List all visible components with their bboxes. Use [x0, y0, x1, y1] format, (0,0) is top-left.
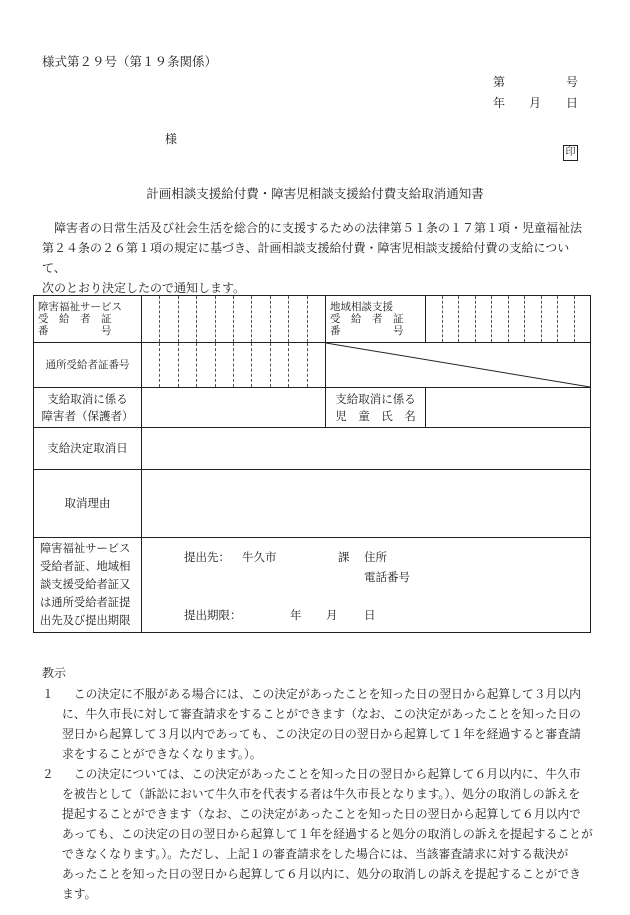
- deadline-month: 月: [326, 608, 338, 622]
- label-line: 談支援受給者証又: [40, 578, 131, 591]
- deadline-day: 日: [364, 608, 376, 622]
- table-row: [34, 388, 591, 428]
- day-cert-label: 通所受給者証番号: [34, 343, 142, 388]
- document-title: 計画相談支援給付費・障害児相談支援給付費支給取消通知書: [146, 186, 484, 201]
- notice-title: 教示: [42, 666, 67, 680]
- deadline-label: 提出期限：: [184, 608, 242, 622]
- label-line: 支給取消に係る: [47, 391, 128, 406]
- struck-cell: [326, 343, 591, 388]
- child-name-label: [326, 388, 426, 428]
- notice-line: 求をすることができなくなります。）。: [62, 747, 262, 761]
- notice-line: 翌日から起算して３月以内であっても、この決定の日の翌日から起算して１年を経過すると審査請: [62, 727, 581, 741]
- label-line: 障害福祉サービス: [38, 301, 122, 313]
- submit-dept: 課: [338, 550, 350, 564]
- form-number: 様式第２９号（第１９条関係）: [42, 54, 218, 69]
- day-cert-number-field[interactable]: [142, 343, 326, 388]
- form-table: [33, 295, 591, 633]
- notice-body: [42, 684, 602, 904]
- number-suffix: 号: [566, 75, 579, 89]
- seal-mark: 印: [563, 145, 578, 161]
- addressee-suffix: 様: [165, 132, 178, 146]
- notice-line: を被告として（訴訟において牛久市を代表する者は牛久市長となります。）、処分の取消しの訴えを: [62, 787, 581, 801]
- label-line: 番 号: [330, 325, 404, 337]
- table-row: [34, 538, 591, 633]
- table-row: [34, 470, 591, 538]
- notice-line: 提起することができます（なお、この決定があったことを知った日の翌日から起算して６月以内で: [62, 807, 581, 821]
- service-cert-number-field[interactable]: [142, 296, 326, 343]
- notice-item-1: [42, 684, 602, 764]
- label-line: 受 給 者 証: [330, 313, 404, 325]
- table-row: [34, 428, 591, 470]
- notice-line: ます。: [62, 887, 97, 901]
- disabled-person-label: [34, 388, 142, 428]
- label-line: 児 童 氏 名: [335, 408, 416, 423]
- label-line: は通所受給者証提: [40, 596, 131, 609]
- number-prefix: 第: [493, 75, 506, 89]
- date-day: 日: [566, 96, 579, 110]
- community-cert-label: [326, 296, 426, 343]
- label-line: 障害福祉サービス: [40, 542, 131, 555]
- label-line: 受給者証、地域相: [40, 560, 131, 573]
- item-number: ２: [42, 767, 54, 781]
- disabled-person-field[interactable]: [142, 388, 326, 428]
- cancel-reason-field[interactable]: [142, 470, 591, 538]
- notice-line: あっても、この決定の日の翌日から起算して１年を経過すると処分の取消しの訴えを提起することが: [62, 827, 593, 841]
- submit-to-city: 牛久市: [242, 550, 277, 564]
- address-label: 住所: [364, 550, 387, 564]
- label-line: 受 給 者 証: [38, 313, 112, 325]
- notice-item-2: [42, 764, 602, 904]
- notice-line: あったことを知った日の翌日から起算して６月以内に、処分の取消しの訴えを提起することができ: [62, 867, 581, 881]
- deadline-year: 年: [290, 608, 302, 622]
- service-cert-label: [34, 296, 142, 343]
- submission-label: [34, 538, 142, 633]
- intro-line: 第２４条の２６第１項の規定に基づき、計画相談支援給付費・障害児相談支援給付費の支給について、: [42, 241, 570, 275]
- label-line: 出先及び提出期限: [40, 614, 131, 627]
- label-line: 地域相談支援: [330, 301, 393, 313]
- intro-line: 次のとおり決定したので通知します。: [42, 281, 246, 295]
- date-month: 月: [529, 96, 542, 110]
- child-name-field[interactable]: [426, 388, 591, 428]
- intro-paragraph: [42, 218, 590, 298]
- intro-line: 障害者の日常生活及び社会生活を総合的に支援するための法律第５１条の１７第１項・児童福祉法: [54, 221, 583, 235]
- notice-line: この決定については、この決定があったことを知った日の翌日から起算して６月以内に、牛久市: [73, 767, 581, 781]
- submission-info: [142, 538, 591, 633]
- diagonal-strike: [326, 343, 590, 387]
- label-line: 支給取消に係る: [335, 391, 416, 406]
- cancel-date-field[interactable]: [142, 428, 591, 470]
- notice-line: に、牛久市長に対して審査請求をすることができます（なお、この決定があったことを知った日の: [62, 707, 581, 721]
- label-line: 障害者（保護者）: [41, 408, 134, 423]
- item-number: １: [42, 687, 54, 701]
- cancel-reason-label: 取消理由: [34, 470, 142, 538]
- date-year: 年: [493, 96, 506, 110]
- submit-to-label: 提出先：: [184, 550, 230, 564]
- table-row: [34, 343, 591, 388]
- notice-line: できなくなります。）。ただし、上記１の審査請求をした場合には、当該審査請求に対する裁決が: [62, 847, 569, 861]
- table-row: [34, 296, 591, 343]
- label-line: 番 号: [38, 325, 112, 337]
- phone-label: 電話番号: [364, 570, 410, 584]
- community-cert-number-field[interactable]: [426, 296, 591, 343]
- cancel-date-label: 支給決定取消日: [34, 428, 142, 470]
- notice-line: この決定に不服がある場合には、この決定があったことを知った日の翌日から起算して３月以内: [73, 687, 581, 701]
